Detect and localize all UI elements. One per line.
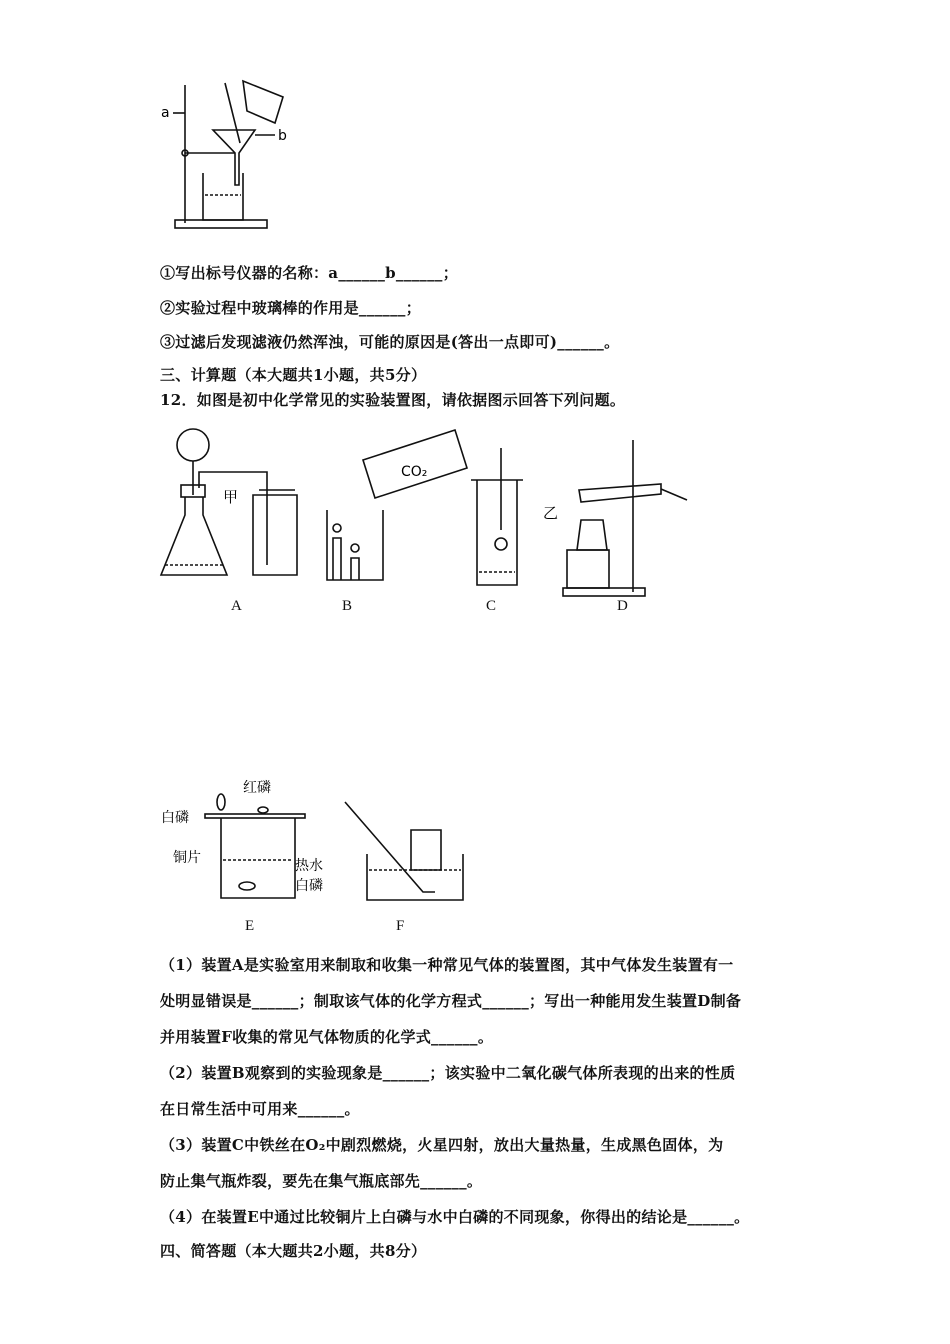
inverted-gas-jar bbox=[411, 830, 441, 870]
step-low bbox=[351, 558, 359, 580]
delivery-tube bbox=[199, 472, 267, 565]
q12-p1-line-1: （1）装置A是实验室用来制取和收集一种常见气体的装置图，其中气体发生装置有一 bbox=[160, 956, 734, 974]
fig-label-c: C bbox=[486, 598, 497, 614]
funnel bbox=[213, 130, 255, 185]
label-jia: 甲 bbox=[223, 488, 239, 506]
pouring-beaker bbox=[243, 81, 283, 123]
apparatus-ef-figure bbox=[155, 770, 475, 915]
red-phosphorus-pile bbox=[258, 807, 268, 813]
q12-p3-line-2: 防止集气瓶炸裂，要先在集气瓶底部先______。 bbox=[160, 1172, 483, 1190]
fig-label-b: B bbox=[342, 598, 353, 614]
section-4-heading: 四、简答题（本大题共2小题，共8分） bbox=[160, 1242, 427, 1260]
water-trough bbox=[367, 854, 463, 900]
label-copper-sheet: 铜片 bbox=[173, 850, 201, 866]
apparatus-abcd-figure bbox=[155, 420, 715, 605]
filtration-figure bbox=[155, 75, 305, 235]
q12-p3-line-1: （3）装置C中铁丝在O₂中剧烈燃烧，火星四射，放出大量热量，生成黑色固体，为 bbox=[160, 1136, 724, 1154]
label-hot-water: 热水 bbox=[295, 858, 323, 874]
q12-p4-line-1: （4）在装置E中通过比较铜片上白磷与水中白磷的不同现象，你得出的结论是______。 bbox=[160, 1208, 750, 1226]
submerged-white-phosphorus bbox=[239, 882, 255, 890]
fig-label-e: E bbox=[245, 918, 255, 934]
copper-sheet bbox=[205, 814, 305, 818]
gas-delivery-tube bbox=[345, 802, 435, 892]
iron-stand-base bbox=[175, 220, 267, 228]
beaker-e bbox=[221, 818, 295, 898]
label-red-phosphorus: 红磷 bbox=[243, 780, 271, 796]
fig-label-d: D bbox=[617, 598, 628, 614]
label-b: b bbox=[278, 128, 287, 144]
gas-collecting-bottle bbox=[253, 495, 297, 575]
white-phosphorus-flame bbox=[217, 794, 225, 810]
step-high bbox=[333, 538, 341, 580]
separatory-funnel bbox=[177, 429, 209, 461]
q11-item-1: ①写出标号仪器的名称：a______b______； bbox=[160, 264, 459, 282]
q12-p1-line-3: 并用装置F收集的常见气体物质的化学式______。 bbox=[160, 1028, 494, 1046]
q12-title: 12．如图是初中化学常见的实验装置图，请依据图示回答下列问题。 bbox=[160, 391, 626, 409]
label-a: a bbox=[161, 105, 170, 121]
gas-jar-c bbox=[477, 480, 517, 585]
fig-label-f: F bbox=[396, 918, 405, 934]
burning-wire bbox=[495, 538, 507, 550]
conical-flask bbox=[161, 497, 227, 575]
section-3-heading: 三、计算题（本大题共1小题，共5分） bbox=[160, 366, 427, 384]
label-white-phosphorus-top: 白磷 bbox=[161, 810, 189, 826]
alcohol-lamp bbox=[577, 520, 607, 550]
q12-p2-line-1: （2）装置B观察到的实验现象是______；该实验中二氧化碳气体所表现的出来的性质 bbox=[160, 1064, 736, 1082]
delivery-tube-d bbox=[661, 489, 687, 500]
wood-block bbox=[567, 550, 609, 588]
glass-rod bbox=[225, 83, 240, 143]
q11-item-2: ②实验过程中玻璃棒的作用是______； bbox=[160, 299, 422, 317]
label-co2: CO₂ bbox=[401, 464, 428, 480]
candle-flame-low bbox=[351, 544, 359, 552]
beaker-b bbox=[327, 510, 383, 580]
q11-item-3: ③过滤后发现滤液仍然浑浊，可能的原因是(答出一点即可)______。 bbox=[160, 333, 620, 351]
label-white-phosphorus-bottom: 白磷 bbox=[295, 878, 323, 894]
test-tube-d bbox=[579, 484, 661, 502]
candle-flame-high bbox=[333, 524, 341, 532]
label-yi: 乙 bbox=[543, 504, 559, 522]
collecting-beaker bbox=[203, 173, 243, 220]
q12-p1-line-2: 处明显错误是______；制取该气体的化学方程式______；写出一种能用发生装置D制备 bbox=[160, 992, 742, 1010]
fig-label-a: A bbox=[231, 598, 242, 614]
q12-p2-line-2: 在日常生活中可用来______。 bbox=[160, 1100, 360, 1118]
